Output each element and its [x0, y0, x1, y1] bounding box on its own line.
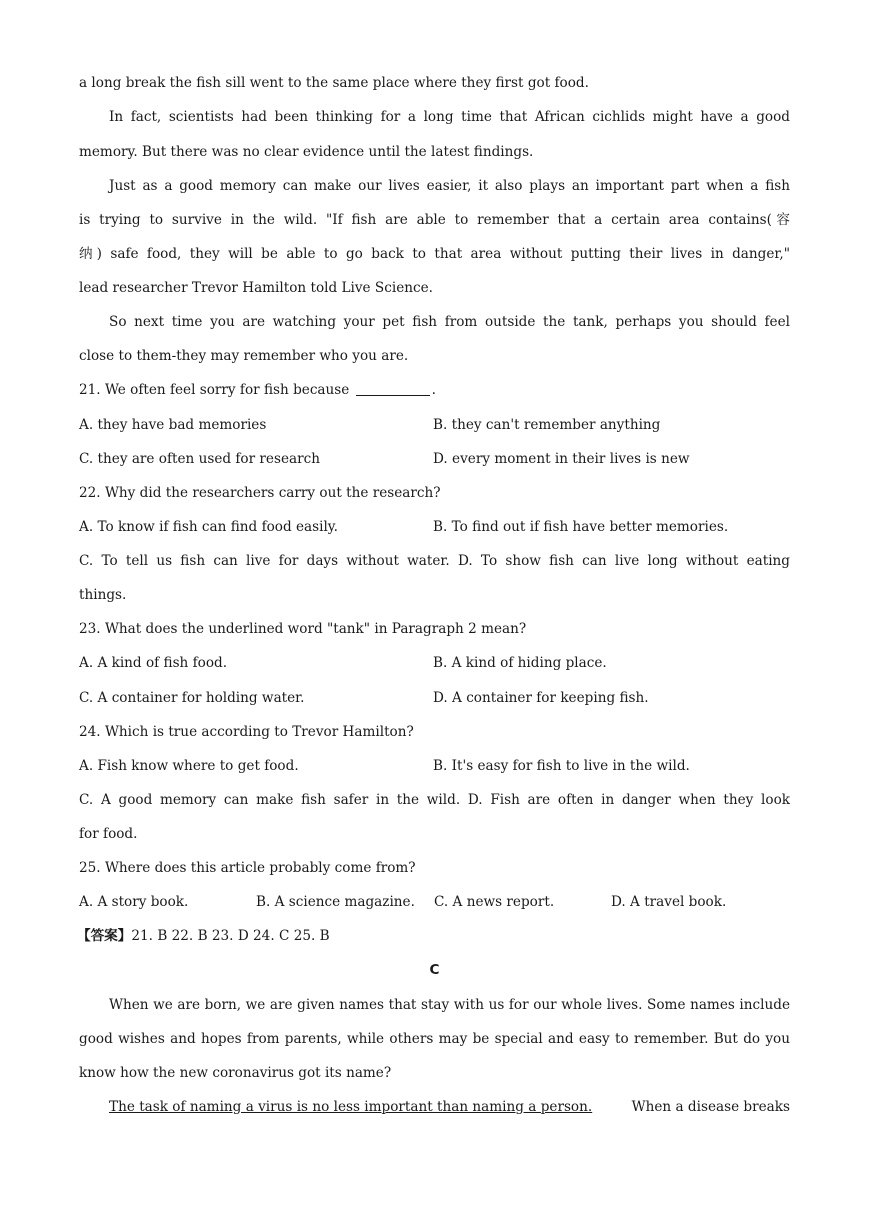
option-c: C. A news report. — [434, 894, 555, 910]
question-23-options-ab — [79, 653, 790, 673]
passage-line — [109, 1097, 790, 1117]
option-a: A. To know if fish can find food easily. — [79, 519, 339, 535]
passage-line: In fact, scientists had been thinking for a long time that African cichlids might have a good — [109, 109, 790, 125]
option-c: C. they are often used for research — [79, 451, 320, 467]
option-d: D. A travel book. — [611, 894, 727, 910]
underlined-sentence: The task of naming a virus is no less important than naming a person. — [109, 1099, 593, 1115]
answer-text: 21. B 22. B 23. D 24. C 25. B — [131, 928, 330, 944]
answer-key — [77, 926, 788, 946]
option-c: C. A container for holding water. — [79, 690, 305, 706]
question-21-stem-end: . — [431, 382, 436, 398]
passage-line: When we are born, we are given names that stay with us for our whole lives. Some names include — [109, 997, 790, 1013]
passage-line: close to them-they may remember who you are. — [79, 348, 409, 364]
passage-line: a long break the fish sill went to the same place where they first got food. — [79, 75, 589, 91]
question-25-options — [79, 892, 790, 912]
question-22-options-cd-cont: things. — [79, 587, 127, 603]
question-24-options-ab — [79, 756, 790, 776]
option-a: A. they have bad memories — [79, 417, 267, 433]
passage-line: Just as a good memory can make our lives easier, it also plays an important part when a fish — [109, 178, 790, 194]
section-heading: C — [429, 962, 440, 978]
question-22-options-ab — [79, 517, 790, 537]
answer-blank — [356, 381, 430, 396]
option-b: B. It's easy for fish to live in the wild. — [433, 758, 690, 774]
option-d: D. every moment in their lives is new — [433, 451, 690, 467]
question-24-options-cd-cont: for food. — [79, 826, 138, 842]
question-21-options-cd — [79, 449, 790, 469]
passage-line-rest: When a disease breaks — [631, 1099, 790, 1115]
option-b: B. they can't remember anything — [433, 417, 661, 433]
option-a: A. A story book. — [79, 894, 189, 910]
passage-line: 纳) safe food, they will be able to go back to that area without putting their lives in danger," — [79, 246, 790, 262]
question-21-stem — [79, 380, 790, 400]
question-23-options-cd — [79, 688, 790, 708]
question-22-stem: 22. Why did the researchers carry out the research? — [79, 485, 441, 501]
option-b: B. A kind of hiding place. — [433, 655, 607, 671]
question-21-stem-text: 21. We often feel sorry for fish because — [79, 382, 350, 398]
option-b: B. To find out if fish have better memories. — [433, 519, 729, 535]
question-21-options-ab — [79, 415, 790, 435]
option-b: B. A science magazine. — [256, 894, 415, 910]
passage-line: lead researcher Trevor Hamilton told Live Science. — [79, 280, 433, 296]
question-24-stem: 24. Which is true according to Trevor Hamilton? — [79, 724, 414, 740]
question-24-options-cd: C. A good memory can make fish safer in the wild. D. Fish are often in danger when they look — [79, 792, 790, 808]
answer-tag: 【答案】 — [77, 928, 132, 944]
question-22-options-cd: C. To tell us fish can live for days without water. D. To show fish can live long without eating — [79, 553, 790, 569]
question-23-stem: 23. What does the underlined word "tank" in Paragraph 2 mean? — [79, 621, 527, 637]
passage-line: So next time you are watching your pet fish from outside the tank, perhaps you should feel — [109, 314, 790, 330]
passage-line: is trying to survive in the wild. "If fish are able to remember that a certain area contains(容 — [79, 212, 790, 228]
question-25-stem: 25. Where does this article probably come from? — [79, 860, 416, 876]
option-a: A. Fish know where to get food. — [79, 758, 299, 774]
passage-line: know how the new coronavirus got its name? — [79, 1065, 392, 1081]
passage-line: good wishes and hopes from parents, while others may be special and easy to remember. But do you — [79, 1031, 790, 1047]
option-d: D. A container for keeping fish. — [433, 690, 649, 706]
passage-line: memory. But there was no clear evidence until the latest findings. — [79, 144, 534, 160]
option-a: A. A kind of fish food. — [79, 655, 228, 671]
